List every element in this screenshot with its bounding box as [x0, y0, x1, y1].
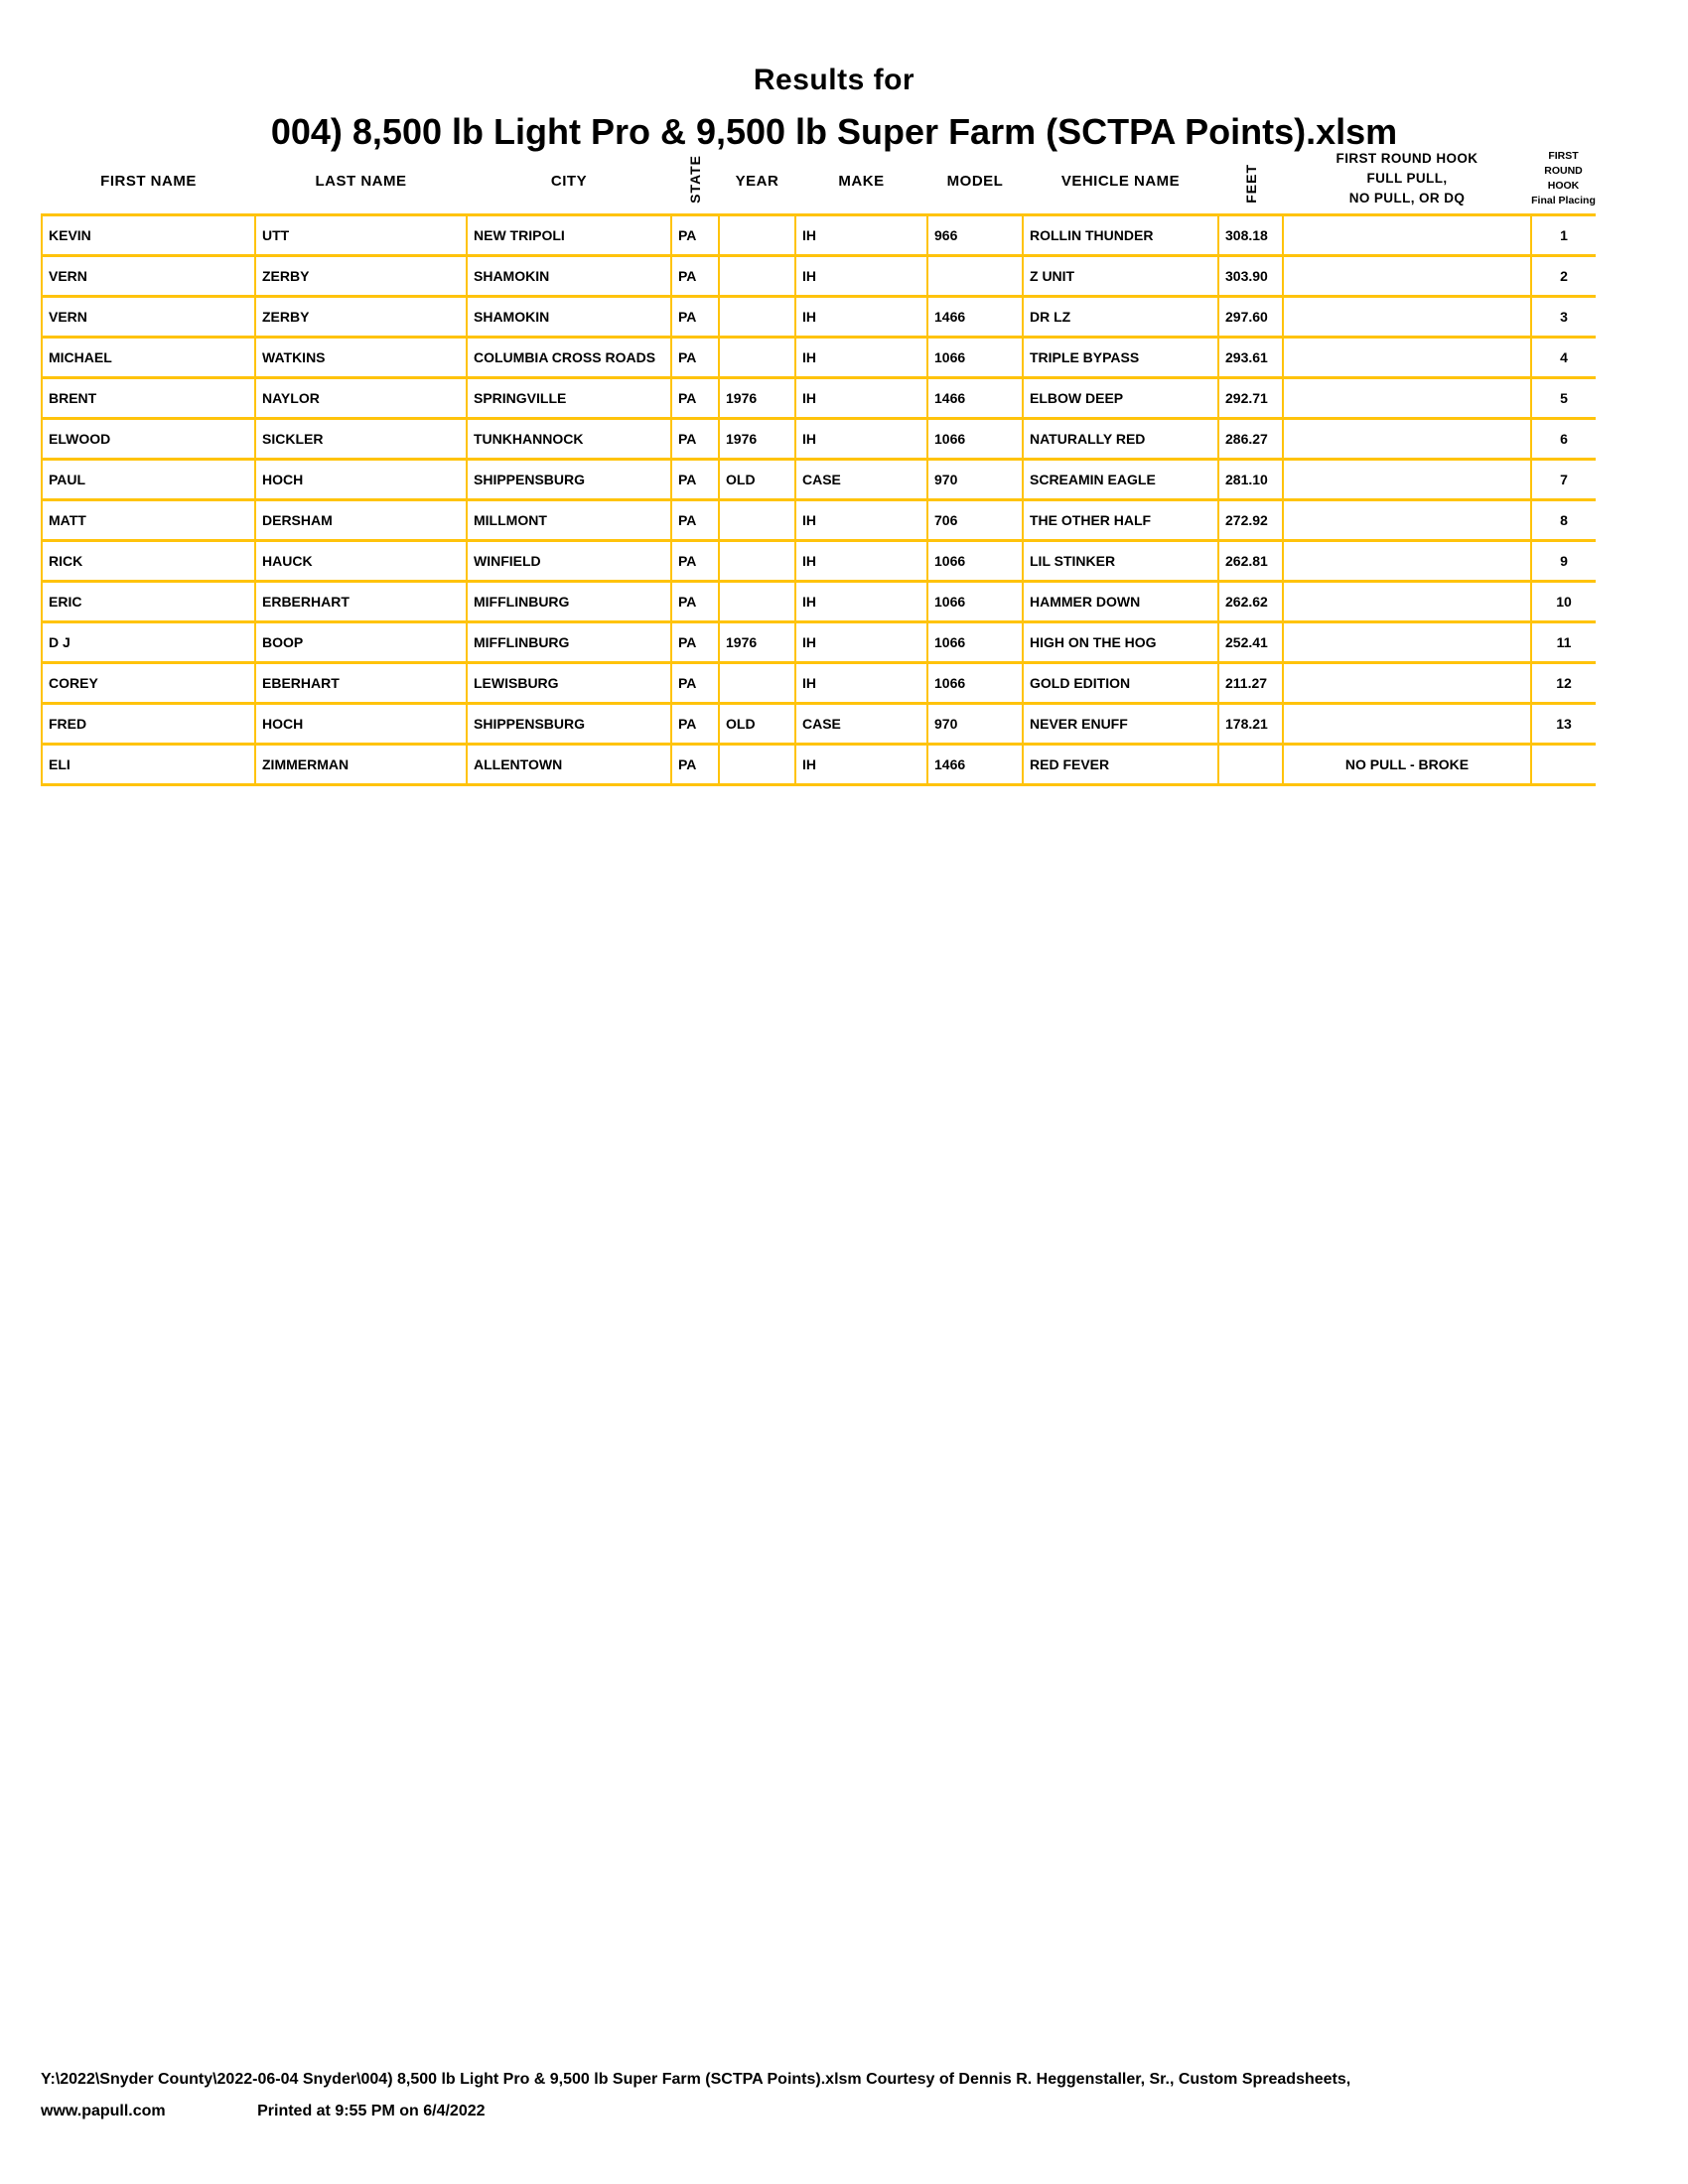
cell-model: 1466 [927, 378, 1023, 419]
cell-last-name: WATKINS [255, 338, 467, 378]
cell-first-name: ERIC [42, 582, 255, 622]
cell-state: PA [671, 419, 719, 460]
cell-vehicle-name: NEVER ENUFF [1023, 704, 1218, 745]
cell-city: MILLMONT [467, 500, 671, 541]
cell-vehicle-name: LIL STINKER [1023, 541, 1218, 582]
cell-feet: 293.61 [1218, 338, 1283, 378]
cell-model: 1066 [927, 622, 1023, 663]
cell-final-placing: 1 [1531, 215, 1596, 256]
cell-make: CASE [795, 460, 927, 500]
cell-state: PA [671, 378, 719, 419]
cell-final-placing: 8 [1531, 500, 1596, 541]
cell-model: 1066 [927, 338, 1023, 378]
cell-make: IH [795, 745, 927, 785]
table-row [42, 460, 1596, 500]
footer-website: www.papull.com [41, 2103, 166, 2119]
cell-state: PA [671, 500, 719, 541]
cell-make: IH [795, 419, 927, 460]
table-row [42, 215, 1596, 256]
cell-model: 1066 [927, 541, 1023, 582]
cell-city: ALLENTOWN [467, 745, 671, 785]
cell-city: LEWISBURG [467, 663, 671, 704]
cell-make: IH [795, 500, 927, 541]
cell-final-placing: 3 [1531, 297, 1596, 338]
footer-printed-timestamp: Printed at 9:55 PM on 6/4/2022 [257, 2103, 486, 2119]
cell-last-name: ZERBY [255, 297, 467, 338]
cell-make: IH [795, 378, 927, 419]
cell-feet: 272.92 [1218, 500, 1283, 541]
cell-make: IH [795, 541, 927, 582]
table-row [42, 745, 1596, 785]
cell-final-placing: 7 [1531, 460, 1596, 500]
cell-first-name: ELWOOD [42, 419, 255, 460]
cell-last-name: SICKLER [255, 419, 467, 460]
cell-state: PA [671, 256, 719, 297]
cell-model: 1066 [927, 419, 1023, 460]
cell-year: OLD [719, 460, 795, 500]
cell-feet: 308.18 [1218, 215, 1283, 256]
cell-state: PA [671, 704, 719, 745]
cell-final-placing: 2 [1531, 256, 1596, 297]
cell-vehicle-name: Z UNIT [1023, 256, 1218, 297]
cell-first-name: D J [42, 622, 255, 663]
cell-vehicle-name: ROLLIN THUNDER [1023, 215, 1218, 256]
cell-first-round-hook-result [1283, 378, 1531, 419]
cell-city: COLUMBIA CROSS ROADS [467, 338, 671, 378]
cell-make: CASE [795, 704, 927, 745]
col-header-vehicle-name: VEHICLE NAME [1023, 149, 1218, 215]
cell-vehicle-name: GOLD EDITION [1023, 663, 1218, 704]
cell-last-name: ERBERHART [255, 582, 467, 622]
cell-first-name: PAUL [42, 460, 255, 500]
cell-state: PA [671, 338, 719, 378]
cell-first-name: KEVIN [42, 215, 255, 256]
cell-year [719, 256, 795, 297]
cell-first-name: BRENT [42, 378, 255, 419]
cell-first-round-hook-result [1283, 419, 1531, 460]
cell-vehicle-name: TRIPLE BYPASS [1023, 338, 1218, 378]
cell-city: SHAMOKIN [467, 297, 671, 338]
cell-feet: 211.27 [1218, 663, 1283, 704]
cell-year [719, 338, 795, 378]
cell-first-name: MICHAEL [42, 338, 255, 378]
table-row [42, 378, 1596, 419]
cell-last-name: HAUCK [255, 541, 467, 582]
table-row [42, 419, 1596, 460]
cell-vehicle-name: THE OTHER HALF [1023, 500, 1218, 541]
cell-year [719, 541, 795, 582]
footer-line2 [41, 2103, 486, 2120]
cell-make: IH [795, 338, 927, 378]
table-row [42, 622, 1596, 663]
footer-filepath: Y:\2022\Snyder County\2022-06-04 Snyder\004) 8,500 lb Light Pro & 9,500 lb Super Farm (SCTPA Points).xlsm Courtesy of Dennis R. Heggenstaller, Sr., Custom Spreadsheets, [41, 2071, 1351, 2088]
cell-state: PA [671, 297, 719, 338]
cell-first-round-hook-result [1283, 460, 1531, 500]
col-header-final-placing: FIRST ROUND HOOK Final Placing [1531, 149, 1596, 215]
cell-model: 706 [927, 500, 1023, 541]
cell-vehicle-name: NATURALLY RED [1023, 419, 1218, 460]
cell-last-name: EBERHART [255, 663, 467, 704]
cell-feet: 286.27 [1218, 419, 1283, 460]
col-header-state-vertical-text: STATE [687, 155, 703, 204]
cell-first-name: VERN [42, 256, 255, 297]
cell-model: 1066 [927, 582, 1023, 622]
cell-model: 970 [927, 704, 1023, 745]
cell-city: TUNKHANNOCK [467, 419, 671, 460]
cell-last-name: ZIMMERMAN [255, 745, 467, 785]
cell-last-name: UTT [255, 215, 467, 256]
cell-model: 970 [927, 460, 1023, 500]
cell-first-round-hook-result [1283, 256, 1531, 297]
cell-year [719, 500, 795, 541]
cell-vehicle-name: HIGH ON THE HOG [1023, 622, 1218, 663]
cell-make: IH [795, 582, 927, 622]
results-table-container [41, 149, 1596, 786]
cell-final-placing: 5 [1531, 378, 1596, 419]
cell-feet: 297.60 [1218, 297, 1283, 338]
cell-feet: 292.71 [1218, 378, 1283, 419]
cell-final-placing: 4 [1531, 338, 1596, 378]
cell-year: 1976 [719, 622, 795, 663]
cell-state: PA [671, 460, 719, 500]
table-row [42, 704, 1596, 745]
cell-first-round-hook-result [1283, 500, 1531, 541]
cell-first-round-hook-result [1283, 541, 1531, 582]
cell-first-round-hook-result [1283, 215, 1531, 256]
cell-final-placing: 11 [1531, 622, 1596, 663]
cell-feet: 303.90 [1218, 256, 1283, 297]
cell-first-round-hook-result: NO PULL - BROKE [1283, 745, 1531, 785]
cell-first-name: COREY [42, 663, 255, 704]
cell-first-round-hook-result [1283, 704, 1531, 745]
cell-last-name: BOOP [255, 622, 467, 663]
cell-last-name: DERSHAM [255, 500, 467, 541]
cell-year: 1976 [719, 419, 795, 460]
cell-year: OLD [719, 704, 795, 745]
cell-last-name: ZERBY [255, 256, 467, 297]
cell-final-placing [1531, 745, 1596, 785]
cell-make: IH [795, 663, 927, 704]
cell-city: MIFFLINBURG [467, 622, 671, 663]
col-header-last-name: LAST NAME [255, 149, 467, 215]
cell-state: PA [671, 663, 719, 704]
cell-first-name: FRED [42, 704, 255, 745]
cell-feet: 262.81 [1218, 541, 1283, 582]
cell-year [719, 215, 795, 256]
cell-vehicle-name: DR LZ [1023, 297, 1218, 338]
cell-final-placing: 9 [1531, 541, 1596, 582]
cell-state: PA [671, 215, 719, 256]
col-header-first-name: FIRST NAME [42, 149, 255, 215]
cell-model: 966 [927, 215, 1023, 256]
cell-feet [1218, 745, 1283, 785]
cell-year [719, 663, 795, 704]
cell-model: 1066 [927, 663, 1023, 704]
cell-last-name: HOCH [255, 460, 467, 500]
cell-first-name: MATT [42, 500, 255, 541]
cell-first-round-hook-result [1283, 663, 1531, 704]
table-row [42, 256, 1596, 297]
cell-final-placing: 6 [1531, 419, 1596, 460]
table-row [42, 338, 1596, 378]
page-subtitle-filename: 004) 8,500 lb Light Pro & 9,500 lb Super Farm (SCTPA Points).xlsm [270, 111, 1398, 152]
cell-vehicle-name: HAMMER DOWN [1023, 582, 1218, 622]
cell-vehicle-name: ELBOW DEEP [1023, 378, 1218, 419]
cell-first-round-hook-result [1283, 297, 1531, 338]
cell-first-name: ELI [42, 745, 255, 785]
cell-first-round-hook-result [1283, 338, 1531, 378]
cell-make: IH [795, 215, 927, 256]
cell-first-round-hook-result [1283, 582, 1531, 622]
cell-year [719, 745, 795, 785]
col-header-make: MAKE [795, 149, 927, 215]
cell-year [719, 297, 795, 338]
cell-first-name: RICK [42, 541, 255, 582]
table-row [42, 663, 1596, 704]
cell-final-placing: 10 [1531, 582, 1596, 622]
cell-feet: 178.21 [1218, 704, 1283, 745]
table-row [42, 582, 1596, 622]
cell-vehicle-name: SCREAMIN EAGLE [1023, 460, 1218, 500]
col-header-first-round-hook-result: FIRST ROUND HOOK FULL PULL, NO PULL, OR DQ [1283, 149, 1531, 215]
cell-year [719, 582, 795, 622]
cell-make: IH [795, 297, 927, 338]
results-table [41, 149, 1596, 786]
col-header-model: MODEL [927, 149, 1023, 215]
cell-make: IH [795, 622, 927, 663]
table-row [42, 297, 1596, 338]
cell-city: WINFIELD [467, 541, 671, 582]
cell-city: NEW TRIPOLI [467, 215, 671, 256]
cell-final-placing: 13 [1531, 704, 1596, 745]
cell-state: PA [671, 541, 719, 582]
cell-feet: 281.10 [1218, 460, 1283, 500]
cell-make: IH [795, 256, 927, 297]
cell-year: 1976 [719, 378, 795, 419]
cell-state: PA [671, 622, 719, 663]
cell-vehicle-name: RED FEVER [1023, 745, 1218, 785]
col-header-year: YEAR [719, 149, 795, 215]
col-header-feet-vertical-text: FEET [1242, 164, 1259, 204]
cell-final-placing: 12 [1531, 663, 1596, 704]
cell-state: PA [671, 582, 719, 622]
cell-last-name: NAYLOR [255, 378, 467, 419]
cell-first-name: VERN [42, 297, 255, 338]
page-title: Results for [753, 64, 915, 96]
cell-city: SHAMOKIN [467, 256, 671, 297]
cell-city: MIFFLINBURG [467, 582, 671, 622]
cell-last-name: HOCH [255, 704, 467, 745]
cell-feet: 262.62 [1218, 582, 1283, 622]
col-header-state [671, 149, 719, 215]
cell-city: SHIPPENSBURG [467, 704, 671, 745]
table-row [42, 541, 1596, 582]
cell-model: 1466 [927, 745, 1023, 785]
cell-model: 1466 [927, 297, 1023, 338]
cell-first-round-hook-result [1283, 622, 1531, 663]
cell-city: SPRINGVILLE [467, 378, 671, 419]
table-row [42, 500, 1596, 541]
cell-feet: 252.41 [1218, 622, 1283, 663]
cell-state: PA [671, 745, 719, 785]
col-header-feet [1218, 149, 1283, 215]
cell-model [927, 256, 1023, 297]
table-header-row [42, 149, 1596, 215]
cell-city: SHIPPENSBURG [467, 460, 671, 500]
col-header-city: CITY [467, 149, 671, 215]
